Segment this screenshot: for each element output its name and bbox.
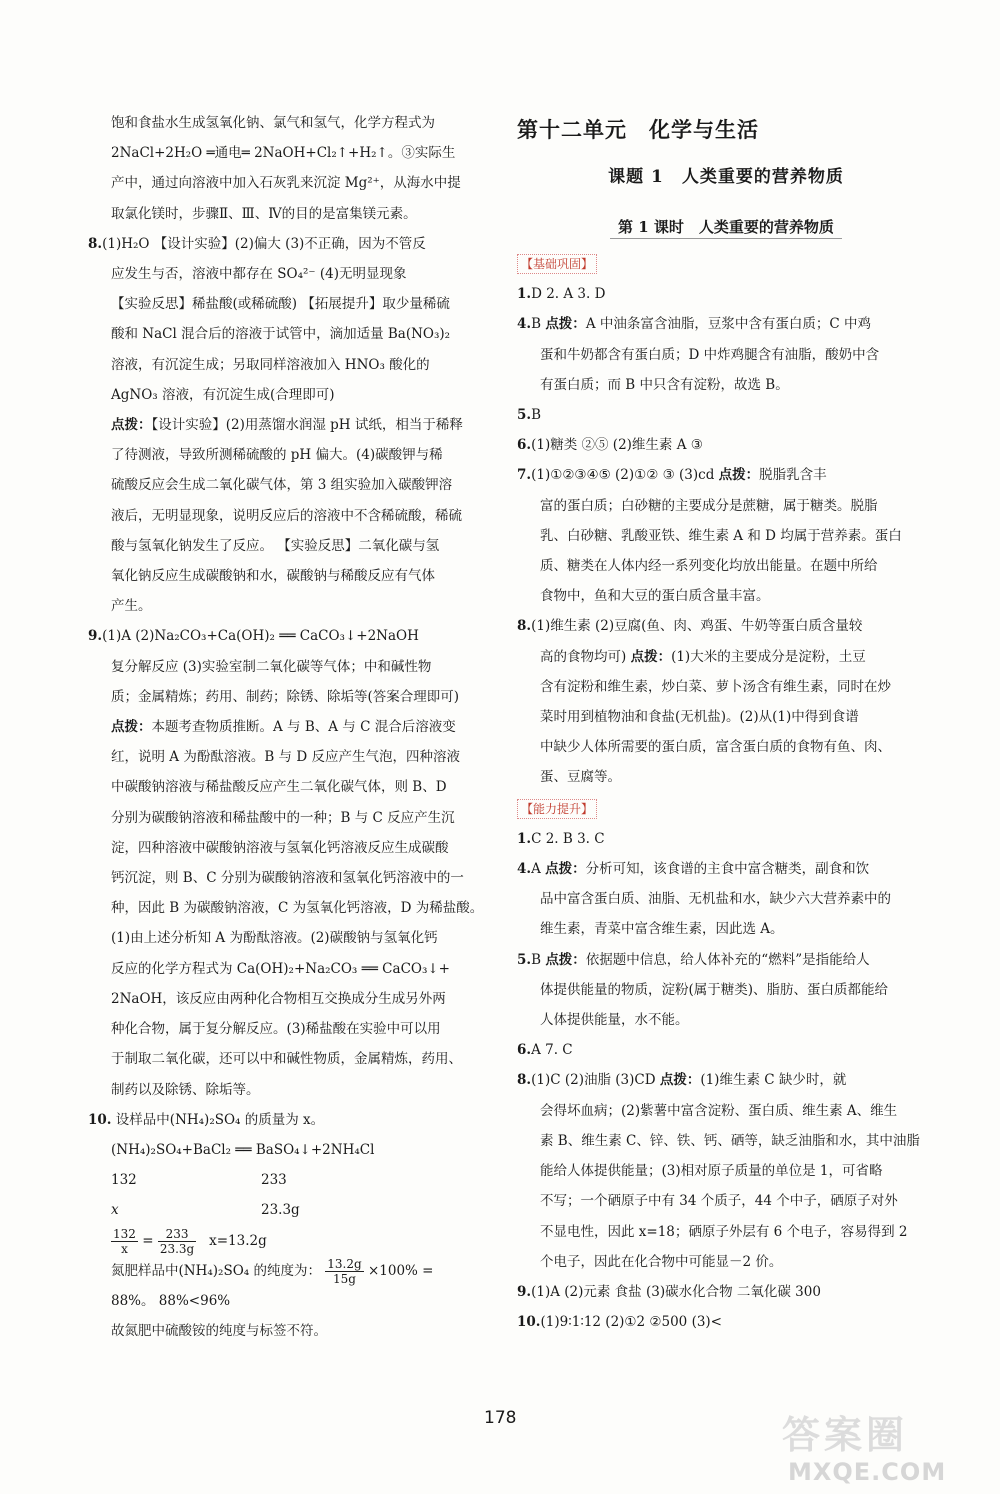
section-tag-basic: 【基础巩固】: [517, 254, 597, 274]
answer-text: 有蛋白质；而 B 中只含有淀粉，故选 B。: [540, 376, 789, 393]
answer-text: A: [531, 861, 541, 878]
answer-line: [517, 702, 935, 732]
q8-tip-line: 液后，无明显现象，说明反应后的溶液中不含稀硫酸，稀硫: [111, 507, 462, 524]
answer-line: [517, 1005, 935, 1035]
tip-label: 点拨：: [630, 648, 672, 665]
numerator: 13.2g: [327, 1256, 362, 1271]
tip-label: 点拨：: [545, 316, 586, 333]
session-title-text: 第 1 课时 人类重要的营养物质: [610, 216, 842, 239]
answer-text: B: [531, 316, 542, 333]
answer-line: [517, 1035, 935, 1065]
answer-line: [517, 400, 935, 430]
answer-text: (1)C (2)油脂 (3)CD: [531, 1072, 656, 1089]
q9-line: 复分解反应 (3)实验室制二氧化碳等气体；中和碱性物: [111, 658, 432, 675]
denominator: x: [121, 1241, 128, 1256]
q10-mass-row: [88, 1195, 498, 1225]
q9-number: 9.: [88, 628, 103, 645]
section-tag-ability: 【能力提升】: [517, 799, 597, 819]
answer-line: [517, 1065, 935, 1095]
q10-line: [88, 1105, 498, 1135]
watermark-text: 答案圈: [782, 1413, 909, 1457]
answer-text: (1)糖类 ②⑤ (2)维生素 A ③: [531, 437, 703, 454]
answer-line: [517, 914, 935, 944]
answer-line: [517, 854, 935, 884]
q8-tip-line: 硫酸反应会生成二氧化碳气体，第 3 组实验加入碳酸钾溶: [111, 477, 453, 494]
answer-text: 富的蛋白质；白砂糖的主要成分是蔗糖，属于糖类。脱脂: [540, 497, 878, 514]
answer-text: 维生素，青菜中富含维生素，因此选 A。: [540, 921, 784, 938]
q9-tip-line: (1)由上述分析知 A 为酚酞溶液。(2)碳酸钠与氢氧化钙: [111, 930, 438, 947]
answer-line: [517, 975, 935, 1005]
answer-text: 品中富含蛋白质、油脂、无机盐和水，缺少六大营养素中的: [540, 891, 891, 908]
answer-line: [517, 642, 935, 672]
answer-line: [517, 581, 935, 611]
answer-number: 4.: [517, 316, 532, 333]
q9-tip-line: 反应的化学方程式为 Ca(OH)₂+Na₂CO₃ ══ CaCO₃↓+: [111, 960, 450, 977]
answer-text: C 2. B 3. C: [531, 830, 605, 847]
q10-number: 10.: [88, 1111, 112, 1128]
fraction: [111, 1227, 138, 1256]
answer-number: 6.: [517, 1042, 532, 1059]
answer-text: 个电子，因此在化合物中可能显－2 价。: [540, 1253, 783, 1270]
tip-text: 本题考查物质推断。A 与 B、A 与 C 混合后溶液变: [151, 719, 456, 736]
answer-line: [517, 460, 935, 490]
left-column: [88, 108, 498, 1346]
answer-line: [517, 309, 935, 339]
q8-line: 溶液，有沉淀生成；另取同样溶液加入 HNO₃ 酸化的: [111, 356, 430, 373]
answer-text: 体提供能量的物质，淀粉(属于糖类)、脂肪、蛋白质都能给: [540, 981, 889, 998]
q10-mass-row: [88, 1165, 498, 1195]
answer-text: 不显电性，因此 x=18；硒原子外层有 6 个电子，容易得到 2: [540, 1223, 908, 1240]
answer-line: [517, 1277, 935, 1307]
answer-text: (1)维生素 (2)豆腐(鱼、肉、鸡蛋、牛奶等蛋白质含量较: [531, 618, 863, 635]
answer-line: [517, 884, 935, 914]
q8-line: 【实验反思】稀盐酸(或稀硫酸) 【拓展提升】取少量稀硫: [111, 296, 450, 313]
answer-line: [517, 340, 935, 370]
numerator: 132: [113, 1226, 136, 1241]
intro-line: 取氯化镁时，步骤Ⅱ、Ⅲ、Ⅳ的目的是富集镁元素。: [111, 205, 417, 222]
answer-line: [517, 945, 935, 975]
tip-text: 【设计实验】(2)用蒸馏水润湿 pH 试纸，相当于稀释: [151, 417, 463, 434]
answer-line: [517, 1126, 935, 1156]
q10-equation: (NH₄)₂SO₄+BaCl₂ ══ BaSO₄↓+2NH₄Cl: [111, 1141, 375, 1158]
q9-tip-line: 淀，四种溶液中碳酸钠溶液与氢氧化钙溶液反应生成碳酸: [111, 839, 449, 856]
q9-tip-line: 红，说明 A 为酚酞溶液。B 与 D 反应产生气泡，四种溶液: [111, 749, 460, 766]
answer-text: (1)A (2)元素 食盐 (3)碳水化合物 二氧化碳 300: [531, 1283, 821, 1300]
q8-tip-line: 氧化钠反应生成碳酸钠和水，碳酸钠与稀酸反应有气体: [111, 568, 435, 585]
answer-text: B: [531, 407, 542, 424]
right-column: [517, 108, 935, 1337]
q9-tip-line: 种，因此 B 为碳酸钠溶液，C 为氢氧化钙溶液，D 为稀盐酸。: [111, 900, 484, 917]
answer-number: 1.: [517, 286, 532, 303]
tip-text: 脱脂乳含丰: [759, 467, 827, 484]
answer-number: 4.: [517, 861, 532, 878]
answer-number: 1.: [517, 830, 532, 847]
answer-text: 菜时用到植物油和食盐(无机盐)。(2)从(1)中得到食谱: [540, 709, 859, 726]
q8-number: 8.: [88, 235, 103, 252]
answer-text: 能给人体提供能量；(3)相对原子质量的单位是 1，可省略: [540, 1163, 883, 1180]
answer-text: 食物中，鱼和大豆的蛋白质含量丰富。: [540, 588, 770, 605]
mass-value: 132: [111, 1172, 137, 1189]
answer-line: [517, 672, 935, 702]
answer-text: 会得坏血病；(2)紫薯中富含淀粉、蛋白质、维生素 A、维生: [540, 1102, 898, 1119]
answer-line: [517, 551, 935, 581]
tip-text: (1)大米的主要成分是淀粉，土豆: [671, 648, 866, 665]
q10-purity: [88, 1256, 498, 1286]
q9-tip-line: [88, 712, 498, 742]
answer-text: A 7. C: [531, 1042, 573, 1059]
answer-line: [517, 491, 935, 521]
q9-text: (1)A (2)Na₂CO₃+Ca(OH)₂ ══ CaCO₃↓+2NaOH: [102, 628, 419, 645]
answer-text: 素 B、维生素 C、锌、铁、钙、硒等，缺乏油脂和水，其中油脂: [540, 1132, 920, 1149]
tip-text: 依据题中信息，给人体补充的“燃料”是指能给人: [585, 951, 870, 968]
unit-title: 第十二单元 化学与生活: [517, 118, 759, 142]
denominator: 15g: [332, 1271, 356, 1286]
mass-value: 23.3g: [261, 1202, 300, 1219]
answer-line: [517, 732, 935, 762]
tip-label: 点拨：: [111, 417, 152, 434]
q10-result: 88%。 88%<96%: [111, 1292, 231, 1309]
q10-solve: x=13.2g: [209, 1232, 267, 1249]
tip-label: 点拨：: [718, 467, 760, 484]
answer-number: 8.: [517, 1072, 532, 1089]
q9-line: [88, 621, 498, 651]
q9-tip-line: 种化合物，属于复分解反应。(3)稀盐酸在实验中可以用: [111, 1021, 441, 1038]
q8-tip-line: 了待测液，导致所测稀硫酸的 pH 偏大。(4)碳酸钾与稀: [111, 447, 443, 464]
answer-number: 10.: [517, 1314, 541, 1331]
q9-tip-line: 分别为碳酸钠溶液和稀盐酸中的一种；B 与 C 反应产生沉: [111, 809, 455, 826]
answer-text: B: [531, 951, 542, 968]
intro-line: 产中，通过向溶液中加入石灰乳来沉淀 Mg²⁺，从海水中提: [111, 175, 461, 192]
q8-line: [88, 229, 498, 259]
intro-line: 2NaCl+2H₂O ═通电═ 2NaOH+Cl₂↑+H₂↑。③实际生: [111, 145, 456, 162]
q9-tip-line: 2NaOH，该反应由两种化合物相互交换成分生成另外两: [111, 990, 446, 1007]
answer-text: 蛋和牛奶都含有蛋白质；D 中炸鸡腿含有油脂，酸奶中含: [540, 346, 880, 363]
page-number: 178: [484, 1408, 517, 1428]
session-title: [517, 210, 935, 244]
tip-label: 点拨：: [111, 719, 152, 736]
q10-conclusion: 故氮肥中硫酸铵的纯度与标签不符。: [111, 1323, 327, 1340]
basic-answers: [517, 279, 935, 792]
denominator: 23.3g: [159, 1241, 195, 1256]
answer-text: D 2. A 3. D: [531, 286, 606, 303]
purity-tail: ×100% =: [367, 1262, 434, 1279]
q8-text: (1)H₂O 【设计实验】(2)偏大 (3)不正确，因为不管反: [102, 235, 426, 252]
q9-tip-line: 制药以及除锈、除垢等。: [111, 1081, 260, 1098]
q9-line: 质；金属精炼；药用、制药；除锈、除垢等(答案合理即可): [111, 688, 460, 705]
answer-number: 5.: [517, 407, 532, 424]
ability-answers: [517, 824, 935, 1337]
q8-tip-line: [88, 410, 498, 440]
answer-text: 人体提供能量，水不能。: [540, 1012, 689, 1029]
q9-tip-line: 中碳酸钠溶液与稀盐酸反应产生二氧化碳气体，则 B、D: [111, 779, 447, 796]
tip-text: 分析可知，该食谱的主食中富含糖类，副食和饮: [585, 861, 870, 878]
answer-text: 乳、白砂糖、乳酸亚铁、维生素 A 和 D 均属于营养素。蛋白: [540, 527, 902, 544]
answer-text: 中缺少人体所需要的蛋白质，富含蛋白质的食物有鱼、肉、: [540, 739, 891, 756]
q8-line: AgNO₃ 溶液，有沉淀生成(合理即可): [111, 386, 335, 403]
answer-line: [517, 1307, 935, 1337]
answer-text: 蛋、豆腐等。: [540, 769, 621, 786]
numerator: 233: [158, 1227, 196, 1242]
q9-tip-line: 钙沉淀，则 B、C 分别为碳酸钠溶液和氢氧化钙溶液中的一: [111, 870, 464, 887]
answer-text: 不写；一个硒原子中有 34 个质子，44 个中子，硒原子对外: [540, 1193, 898, 1210]
q8-tip-line: 产生。: [111, 598, 152, 615]
lesson-title: 课题 1 人类重要的营养物质: [608, 167, 844, 187]
fraction: [325, 1257, 363, 1286]
answer-line: [517, 762, 935, 792]
q9-tip-line: 于制取二氧化碳，还可以中和碱性物质，金属精炼，药用、: [111, 1051, 462, 1068]
watermark-logo: [782, 1404, 982, 1486]
answer-line: [517, 279, 935, 309]
mass-value: x: [111, 1202, 119, 1219]
q10-proportion: $\frac{132}{x}$ = $\frac{233}{23.3g}$ x=13.2g: [113, 1226, 267, 1256]
answer-text: 质、糖类在人体内经一系列变化均放出能量。在题中所给: [540, 558, 878, 575]
q8-line: 应发生与否，溶液中都存在 SO₄²⁻ (4)无明显现象: [111, 266, 407, 283]
purity-text: 氮肥样品中(NH₄)₂SO₄ 的纯度为：: [111, 1262, 321, 1279]
answer-line: [517, 611, 935, 641]
tip-text: (1)维生素 C 缺少时，就: [700, 1072, 847, 1089]
answer-line: [517, 1156, 935, 1186]
answer-line: [517, 1217, 935, 1247]
answer-text: (1)①②③④⑤ (2)①② ③ (3)cd: [531, 467, 715, 484]
watermark-url: MXQE.COM: [788, 1458, 947, 1486]
q8-line: 酸和 NaCl 混合后的溶液于试管中，滴加适量 Ba(NO₃)₂: [111, 326, 451, 343]
q10-text: 设样品中(NH₄)₂SO₄ 的质量为 x。: [115, 1111, 325, 1128]
answer-number: 6.: [517, 437, 532, 454]
answer-number: 5.: [517, 951, 532, 968]
tip-label: 点拨：: [545, 861, 586, 878]
answer-line: [517, 824, 935, 854]
answer-line: [517, 430, 935, 460]
tip-text: A 中油条富含油脂，豆浆中含有蛋白质；C 中鸡: [585, 316, 871, 333]
tip-label: 点拨：: [545, 951, 586, 968]
answer-number: 8.: [517, 618, 532, 635]
answer-line: [517, 1247, 935, 1277]
answer-line: [517, 1186, 935, 1216]
answer-number: 7.: [517, 467, 532, 484]
intro-line: 饱和食盐水生成氢氧化钠、氯气和氢气，化学方程式为: [111, 115, 435, 131]
answer-text: 高的食物均可): [540, 648, 627, 665]
q8-tip-line: 酸与氢氧化钠发生了反应。 【实验反思】二氧化碳与氢: [111, 537, 440, 554]
answer-text: 含有淀粉和维生素，炒白菜、萝卜汤含有维生素，同时在炒: [540, 678, 891, 695]
answer-number: 9.: [517, 1283, 532, 1300]
fraction: [158, 1227, 196, 1256]
answer-line: [517, 370, 935, 400]
tip-label: 点拨：: [659, 1072, 701, 1089]
answer-text: (1)9∶1∶12 (2)①2 ②500 (3)<: [540, 1314, 722, 1331]
mass-value: 233: [261, 1172, 287, 1189]
answer-line: [517, 1096, 935, 1126]
answer-line: [517, 521, 935, 551]
